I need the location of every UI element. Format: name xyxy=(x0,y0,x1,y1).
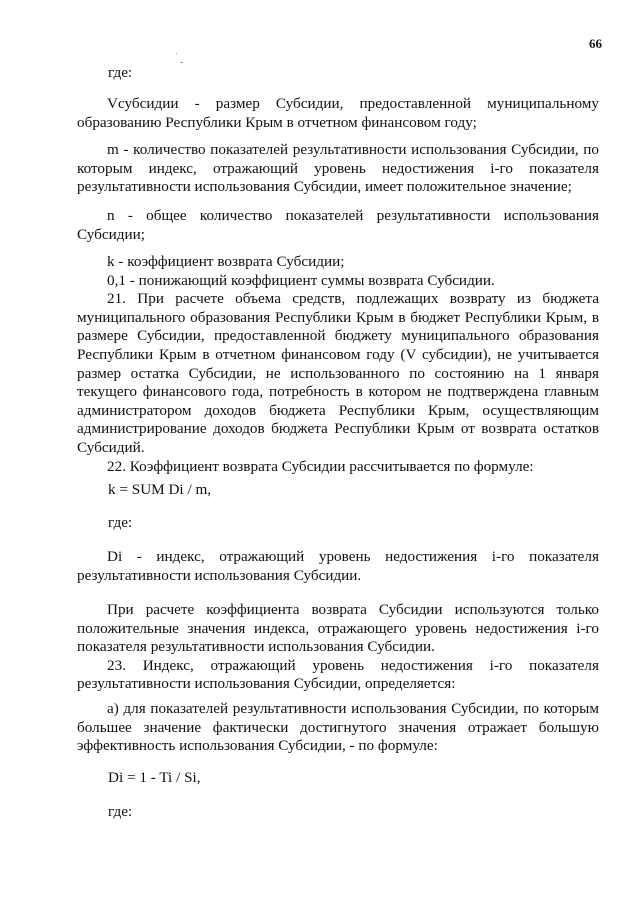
n-definition: n - общее количество показателей результативности использования Субсидии; xyxy=(77,207,599,243)
formula-di: Di = 1 - Ti / Si, xyxy=(108,769,201,786)
di-definition: Di - индекс, отражающий уровень недостижения i-го показателя результативности использования Субсидии. xyxy=(77,548,599,584)
where-label: где: xyxy=(108,803,133,820)
coefficient-definition: 0,1 - понижающий коэффициент суммы возврата Субсидии. xyxy=(107,271,495,289)
scan-speck xyxy=(176,53,177,54)
where-label: где: xyxy=(108,514,133,531)
paragraph-21: 21. При расчете объема средств, подлежащих возврату из бюджета муниципального образования Республики Крым в бюджет Республики Крым, в размере Субсидии, предоставленной бюджету муниципального образования Республики Крым в отчетном финансовом году (V субсидии), не учитывается размер остатка Субсидии, не использованного по состоянию на 1 января текущего финансового года, потребность в котором не подтверждена главным администратором доходов бюджета Республики Крым, осуществляющим администрирование доходов бюджета Республики Крым от возврата остатков Субсидий. xyxy=(77,290,599,456)
positive-values-note: При расчете коэффициента возврата Субсидии используются только положительные значения индекса, отражающего уровень недостижения i-го показателя результативности использования Субсидии. 23. Индекс, отражающий уровень недостижения i-го показателя результативности использования Субсидии, определяется: xyxy=(77,601,599,693)
k-definition: k - коэффициент возврата Субсидии; xyxy=(107,253,345,270)
scan-speck xyxy=(180,62,183,63)
v-definition: Vсубсидии - размер Субсидии, предоставленной муниципальному образованию Республики Крым в отчетном финансовом году; xyxy=(77,95,599,131)
paragraph-23: 23. Индекс, отражающий уровень недостижения i-го показателя результативности использования Субсидии, определяется: xyxy=(77,656,599,693)
paragraph-23a: а) для показателей результативности использования Субсидии, по которым большее значение фактически достигнутого значения отражает большую эффективность использования Субсидии, - по формуле: xyxy=(77,700,599,755)
k-and-coefficient-definitions xyxy=(77,253,599,476)
page-number: 66 xyxy=(589,36,602,51)
paragraph-22: 22. Коэффициент возврата Субсидии рассчитывается по формуле: xyxy=(107,457,534,475)
m-definition: m - количество показателей результативности использования Субсидии, по которым индекс, отражающий уровень недостижения i-го показателя результативности использования Субсидии, имеет положительное значение; xyxy=(77,141,599,196)
formula-k: k = SUM Di / m, xyxy=(108,481,212,498)
where-label: где: xyxy=(108,64,133,81)
